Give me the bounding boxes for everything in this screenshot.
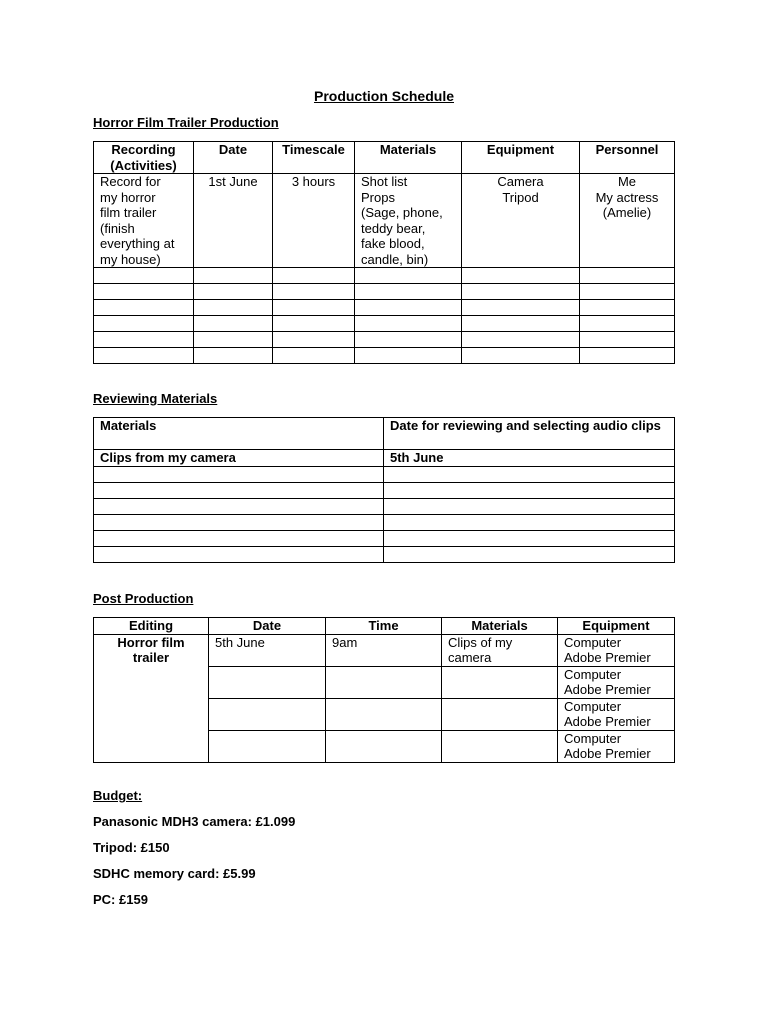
table-row [94,174,675,268]
materials-cell: Clips from my camera [94,450,384,467]
empty-row [94,348,675,364]
materials-cell: Shot list Props (Sage, phone, teddy bear, fake blood, candle, bin) [355,174,462,268]
empty-row [94,530,675,546]
table-header-row [94,418,675,450]
column-header: Personnel [580,142,675,174]
section-heading-production: Horror Film Trailer Production [93,115,279,130]
column-header: Materials [442,618,558,635]
empty-row [94,316,675,332]
editing-cell: Horror film trailer [94,634,209,762]
table-header-row [94,142,675,174]
budget-item: Panasonic MDH3 camera: £1.099 [93,814,296,829]
equipment-cell: Computer Adobe Premier [558,634,675,666]
column-header: Equipment [558,618,675,635]
empty-row [94,498,675,514]
post-production-table [93,617,675,763]
personnel-cell: Me My actress (Amelie) [580,174,675,268]
column-header: Materials [94,418,384,450]
equipment-cell: Computer Adobe Premier [558,666,675,698]
budget-item: SDHC memory card: £5.99 [93,866,256,881]
budget-title: Budget: [93,788,143,803]
empty-row [94,482,675,498]
empty-row [94,300,675,316]
reviewing-table [93,417,675,563]
column-header: Recording (Activities) [94,142,194,174]
column-header: Timescale [273,142,355,174]
table-row [94,450,675,467]
equipment-cell: Computer Adobe Premier [558,698,675,730]
empty-row [94,514,675,530]
column-header: Time [326,618,442,635]
date-cell: 1st June [194,174,273,268]
materials-cell: Clips of my camera [442,634,558,666]
empty-row [94,332,675,348]
empty-row [94,268,675,284]
date-cell: 5th June [384,450,675,467]
time-cell: 9am [326,634,442,666]
budget-item: PC: £159 [93,892,148,907]
equipment-cell: Camera Tripod [462,174,580,268]
budget-item: Tripod: £150 [93,840,170,855]
empty-row [94,466,675,482]
column-header: Date [209,618,326,635]
column-header: Editing [94,618,209,635]
equipment-cell: Computer Adobe Premier [558,730,675,762]
table-header-row [94,618,675,635]
column-header: Date for reviewing and selecting audio clips [384,418,675,450]
section-heading-post-production: Post Production [93,591,194,606]
table-row [94,634,675,666]
date-cell: 5th June [209,634,326,666]
empty-row [94,546,675,562]
column-header: Materials [355,142,462,174]
production-table [93,141,675,364]
activity-cell: Record for my horror film trailer (finish everything at my house) [94,174,194,268]
page-title: Production Schedule [313,88,454,104]
column-header: Date [194,142,273,174]
empty-row [94,284,675,300]
section-heading-reviewing: Reviewing Materials [93,391,218,406]
timescale-cell: 3 hours [273,174,355,268]
column-header: Equipment [462,142,580,174]
